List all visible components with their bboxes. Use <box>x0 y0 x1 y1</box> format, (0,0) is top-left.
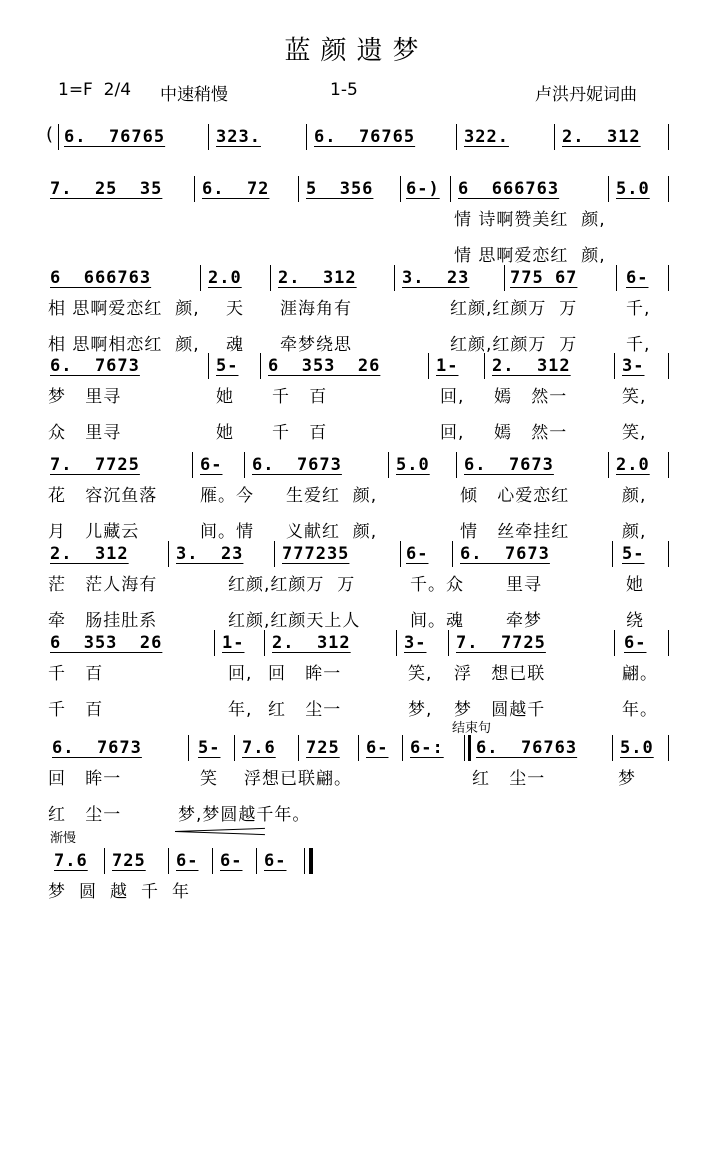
barline <box>58 124 59 150</box>
barline <box>264 630 265 656</box>
key-time-signature: 1=F 2/4 <box>58 80 132 100</box>
score-system-1 <box>48 124 673 150</box>
lyric: 红颜,红颜天上人 <box>228 611 361 631</box>
lyric: 相 思啊相恋红 颜, <box>48 335 200 355</box>
lyric: 笑, <box>622 387 647 407</box>
lyric: 情 丝牵挂红 <box>460 522 570 542</box>
measure: 6. 76763 <box>476 738 578 758</box>
measure: 6. 76765 <box>314 127 416 147</box>
measure: 725 <box>112 851 146 871</box>
barline <box>274 541 275 567</box>
lyric: 梦 圆越千 <box>454 700 546 720</box>
barline <box>668 541 669 567</box>
final-barline <box>304 848 305 874</box>
lyric: 千, <box>626 299 651 319</box>
lyric: 相 思啊爱恋红 颜, <box>48 299 200 319</box>
lyric: 梦 里寻 <box>48 387 122 407</box>
measure: 5- <box>198 738 221 758</box>
lyric: 回, <box>228 664 253 684</box>
lyric: 回 眸一 <box>48 769 122 789</box>
measure: 5- <box>622 544 645 564</box>
measure: 6. 7673 <box>52 738 142 758</box>
lyric: 回, <box>440 423 465 443</box>
measure: 6- <box>626 268 649 288</box>
barline <box>608 452 609 478</box>
lyric: 颜, <box>622 522 647 542</box>
measure: 2. 312 <box>50 544 129 564</box>
measure: 3- <box>404 633 427 653</box>
barline <box>668 124 669 150</box>
barline <box>504 265 505 291</box>
score-system-3 <box>48 265 673 291</box>
vocal-range: 1-5 <box>330 80 358 100</box>
lyric: 笑 <box>200 769 218 789</box>
barline <box>208 124 209 150</box>
lyric: 梦圆越千年 <box>48 882 203 902</box>
barline <box>668 265 669 291</box>
score-system-4 <box>48 353 673 379</box>
barline <box>456 124 457 150</box>
barline <box>388 452 389 478</box>
lyric: 里寻 <box>506 575 542 595</box>
measure: 6 353 26 <box>50 633 163 653</box>
lyric: 绕 <box>626 611 644 631</box>
barline <box>168 541 169 567</box>
measure: 5 356 <box>306 179 374 199</box>
barline <box>194 176 195 202</box>
barline <box>554 124 555 150</box>
measure: 2. 312 <box>492 356 571 376</box>
measure: 7.6 <box>54 851 88 871</box>
measure: 6- <box>366 738 389 758</box>
measure: 3. 23 <box>176 544 244 564</box>
measure: 1- <box>436 356 459 376</box>
lyric: 红 尘一 <box>48 805 122 825</box>
barline <box>270 265 271 291</box>
lyric: 情 思啊爱恋红 颜, <box>454 246 606 266</box>
lyric: 红颜,红颜万 万 <box>450 299 578 319</box>
lyric: 天 <box>226 299 244 319</box>
barline <box>452 541 453 567</box>
measure: 7. 7725 <box>50 455 140 475</box>
song-title: 蓝颜遗梦 <box>284 36 429 66</box>
barline <box>448 630 449 656</box>
lyric: 牵梦绕思 <box>280 335 352 355</box>
tempo-marking: 中速稍慢 <box>160 85 228 105</box>
barline <box>200 265 201 291</box>
barline <box>298 735 299 761</box>
lyric: 千 百 <box>272 423 328 443</box>
lyric: 花 容沉鱼落 <box>48 486 158 506</box>
barline <box>668 630 669 656</box>
measure: 2.0 <box>616 455 650 475</box>
lyric: 笑, <box>622 423 647 443</box>
barline <box>396 630 397 656</box>
measure: 6- <box>624 633 647 653</box>
lyric: 千, <box>626 335 651 355</box>
barline <box>612 541 613 567</box>
measure: 6 666763 <box>458 179 560 199</box>
measure: 6. 7673 <box>464 455 554 475</box>
measure: 2. 312 <box>278 268 357 288</box>
measure: 6-: <box>410 738 444 758</box>
barline <box>188 735 189 761</box>
barline <box>428 353 429 379</box>
lyric: 千 百 <box>48 664 104 684</box>
rit-label: 渐慢 <box>50 831 77 846</box>
barline <box>298 176 299 202</box>
barline <box>358 735 359 761</box>
measure: 322. <box>464 127 509 147</box>
lyric: 浮 想已联 <box>454 664 546 684</box>
measure: 5.0 <box>396 455 430 475</box>
measure: 6. 76765 <box>64 127 166 147</box>
barline <box>608 176 609 202</box>
score-system-7 <box>48 630 673 656</box>
lyric: 浮想已联翩。 <box>244 769 352 789</box>
lyric: 牵 肠挂肚系 <box>48 611 158 631</box>
barline <box>192 452 193 478</box>
score-system-9 <box>48 848 673 874</box>
lyric: 嫣 然一 <box>494 387 568 407</box>
lyric: 笑, <box>408 664 433 684</box>
lyric: 她 <box>216 423 234 443</box>
measure: 777235 <box>282 544 350 564</box>
barline <box>668 452 669 478</box>
lyric: 回 眸一 <box>268 664 342 684</box>
lyric: 千。众 <box>410 575 464 595</box>
barline <box>168 848 169 874</box>
barline <box>616 265 617 291</box>
lyric: 红颜,红颜万 万 <box>450 335 578 355</box>
lyric-line <box>48 205 673 245</box>
barline <box>306 124 307 150</box>
measure: 5.0 <box>620 738 654 758</box>
barline <box>104 848 105 874</box>
measure: 323. <box>216 127 261 147</box>
intro-paren: ( <box>46 124 54 145</box>
lyric: 嫣 然一 <box>494 423 568 443</box>
barline <box>668 176 669 202</box>
measure: 3- <box>622 356 645 376</box>
measure: 6- <box>176 851 199 871</box>
measure: 7. 25 35 <box>50 179 163 199</box>
lyric: 梦,梦圆越千年。 <box>178 805 311 825</box>
lyric: 茫 茫人海有 <box>48 575 158 595</box>
measure: 6 353 26 <box>268 356 381 376</box>
lyric: 涯海角有 <box>280 299 352 319</box>
lyric: 间。魂 <box>410 611 464 631</box>
barline <box>614 353 615 379</box>
measure: 6. 7673 <box>50 356 140 376</box>
lyric: 回, <box>440 387 465 407</box>
barline <box>668 735 669 761</box>
lyric: 梦, <box>408 700 433 720</box>
barline <box>214 630 215 656</box>
lyric: 她 <box>216 387 234 407</box>
score-system-8 <box>48 735 673 761</box>
lyric: 众 里寻 <box>48 423 122 443</box>
lyric: 月 儿藏云 <box>48 522 140 542</box>
lyric: 红颜,红颜万 万 <box>228 575 356 595</box>
measure: 6. 7673 <box>460 544 550 564</box>
measure: 2.0 <box>208 268 242 288</box>
barline <box>212 848 213 874</box>
rit-hairpin <box>175 831 265 841</box>
lyric-line <box>48 877 673 917</box>
lyric: 梦 <box>618 769 636 789</box>
measure: 6 666763 <box>50 268 152 288</box>
measure: 6. 72 <box>202 179 270 199</box>
barline <box>256 848 257 874</box>
measure: 2. 312 <box>562 127 641 147</box>
score-system-2 <box>48 176 673 202</box>
measure: 5.0 <box>616 179 650 199</box>
lyric: 年。 <box>622 700 658 720</box>
lyric: 千 百 <box>48 700 104 720</box>
barline <box>394 265 395 291</box>
score-system-5 <box>48 452 673 478</box>
barline <box>612 735 613 761</box>
measure: 6- <box>406 544 429 564</box>
lyric: 义献红 颜, <box>286 522 378 542</box>
barline <box>450 176 451 202</box>
lyric: 红 尘一 <box>472 769 546 789</box>
measure: 6- <box>200 455 223 475</box>
measure: 7. 7725 <box>456 633 546 653</box>
lyric: 情 诗啊赞美红 颜, <box>454 210 606 230</box>
barline <box>400 176 401 202</box>
lyric: 魂 <box>226 335 244 355</box>
lyric: 倾 心爱恋红 <box>460 486 570 506</box>
lyric: 翩。 <box>622 664 658 684</box>
barline <box>234 735 235 761</box>
measure: 6- <box>264 851 287 871</box>
measure: 2. 312 <box>272 633 351 653</box>
measure: 3. 23 <box>402 268 470 288</box>
lyric: 牵梦 <box>506 611 542 631</box>
barline <box>400 541 401 567</box>
lyric: 雁。今 <box>200 486 254 506</box>
author-credit: 卢洪丹妮词曲 <box>535 85 637 105</box>
barline <box>614 630 615 656</box>
barline <box>402 735 403 761</box>
measure: 725 <box>306 738 340 758</box>
barline <box>208 353 209 379</box>
measure: 6. 7673 <box>252 455 342 475</box>
score-system-6 <box>48 541 673 567</box>
measure: 7.6 <box>242 738 276 758</box>
barline <box>668 353 669 379</box>
lyric: 间。情 <box>200 522 254 542</box>
lyric: 颜, <box>622 486 647 506</box>
measure: 775 67 <box>510 268 578 288</box>
measure: 5- <box>216 356 239 376</box>
repeat-barline <box>464 735 465 761</box>
lyric: 生爱红 颜, <box>286 486 378 506</box>
lyric: 千 百 <box>272 387 328 407</box>
barline <box>484 353 485 379</box>
lyric: 红 尘一 <box>268 700 342 720</box>
barline <box>244 452 245 478</box>
measure: 1- <box>222 633 245 653</box>
barline <box>260 353 261 379</box>
measure: 6-) <box>406 179 440 199</box>
barline <box>456 452 457 478</box>
lyric: 她 <box>626 575 644 595</box>
ending-label: 结束句 <box>452 721 492 736</box>
measure: 6- <box>220 851 243 871</box>
lyric: 年, <box>228 700 253 720</box>
